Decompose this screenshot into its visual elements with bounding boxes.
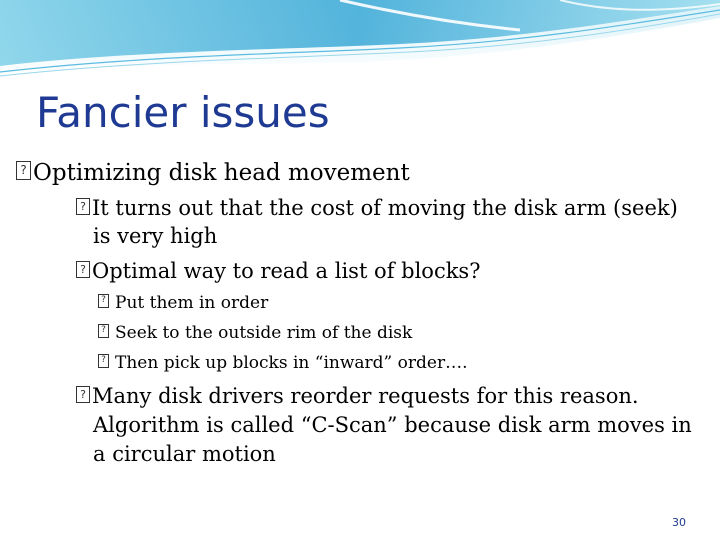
- bullet-text: Optimizing disk head movement: [33, 160, 410, 186]
- bullet-item: [76, 384, 639, 408]
- bullet-missing-glyph-icon: [98, 324, 109, 338]
- bullet-text: Many disk drivers reorder requests for this reason.: [92, 384, 639, 408]
- bullet-item: [76, 196, 678, 220]
- bullet-item: [76, 259, 480, 283]
- bullet-text-continuation: is very high: [93, 224, 218, 248]
- bullet-item: [98, 323, 412, 343]
- bullet-text-continuation: Algorithm is called “C-Scan” because disk arm moves in: [93, 413, 692, 437]
- bullet-text: Optimal way to read a list of blocks?: [92, 259, 481, 283]
- header-wave-decoration: [0, 0, 720, 90]
- bullet-missing-glyph-icon: [76, 386, 90, 403]
- bullet-text: It turns out that the cost of moving the disk arm (seek): [92, 196, 678, 220]
- bullet-item: [16, 160, 410, 186]
- bullet-text-continuation: a circular motion: [93, 442, 276, 466]
- bullet-text: Seek to the outside rim of the disk: [115, 323, 413, 343]
- bullet-missing-glyph-icon: [76, 261, 90, 278]
- bullet-item: [98, 293, 268, 313]
- slide-title: Fancier issues: [36, 88, 330, 137]
- bullet-missing-glyph-icon: [98, 294, 109, 308]
- bullet-text: Then pick up blocks in “inward” order….: [115, 353, 468, 373]
- page-number: 30: [672, 516, 686, 529]
- bullet-missing-glyph-icon: [76, 198, 90, 215]
- bullet-text: Put them in order: [115, 293, 269, 313]
- bullet-item: [98, 353, 467, 373]
- bullet-missing-glyph-icon: [98, 354, 109, 368]
- bullet-missing-glyph-icon: [16, 161, 31, 180]
